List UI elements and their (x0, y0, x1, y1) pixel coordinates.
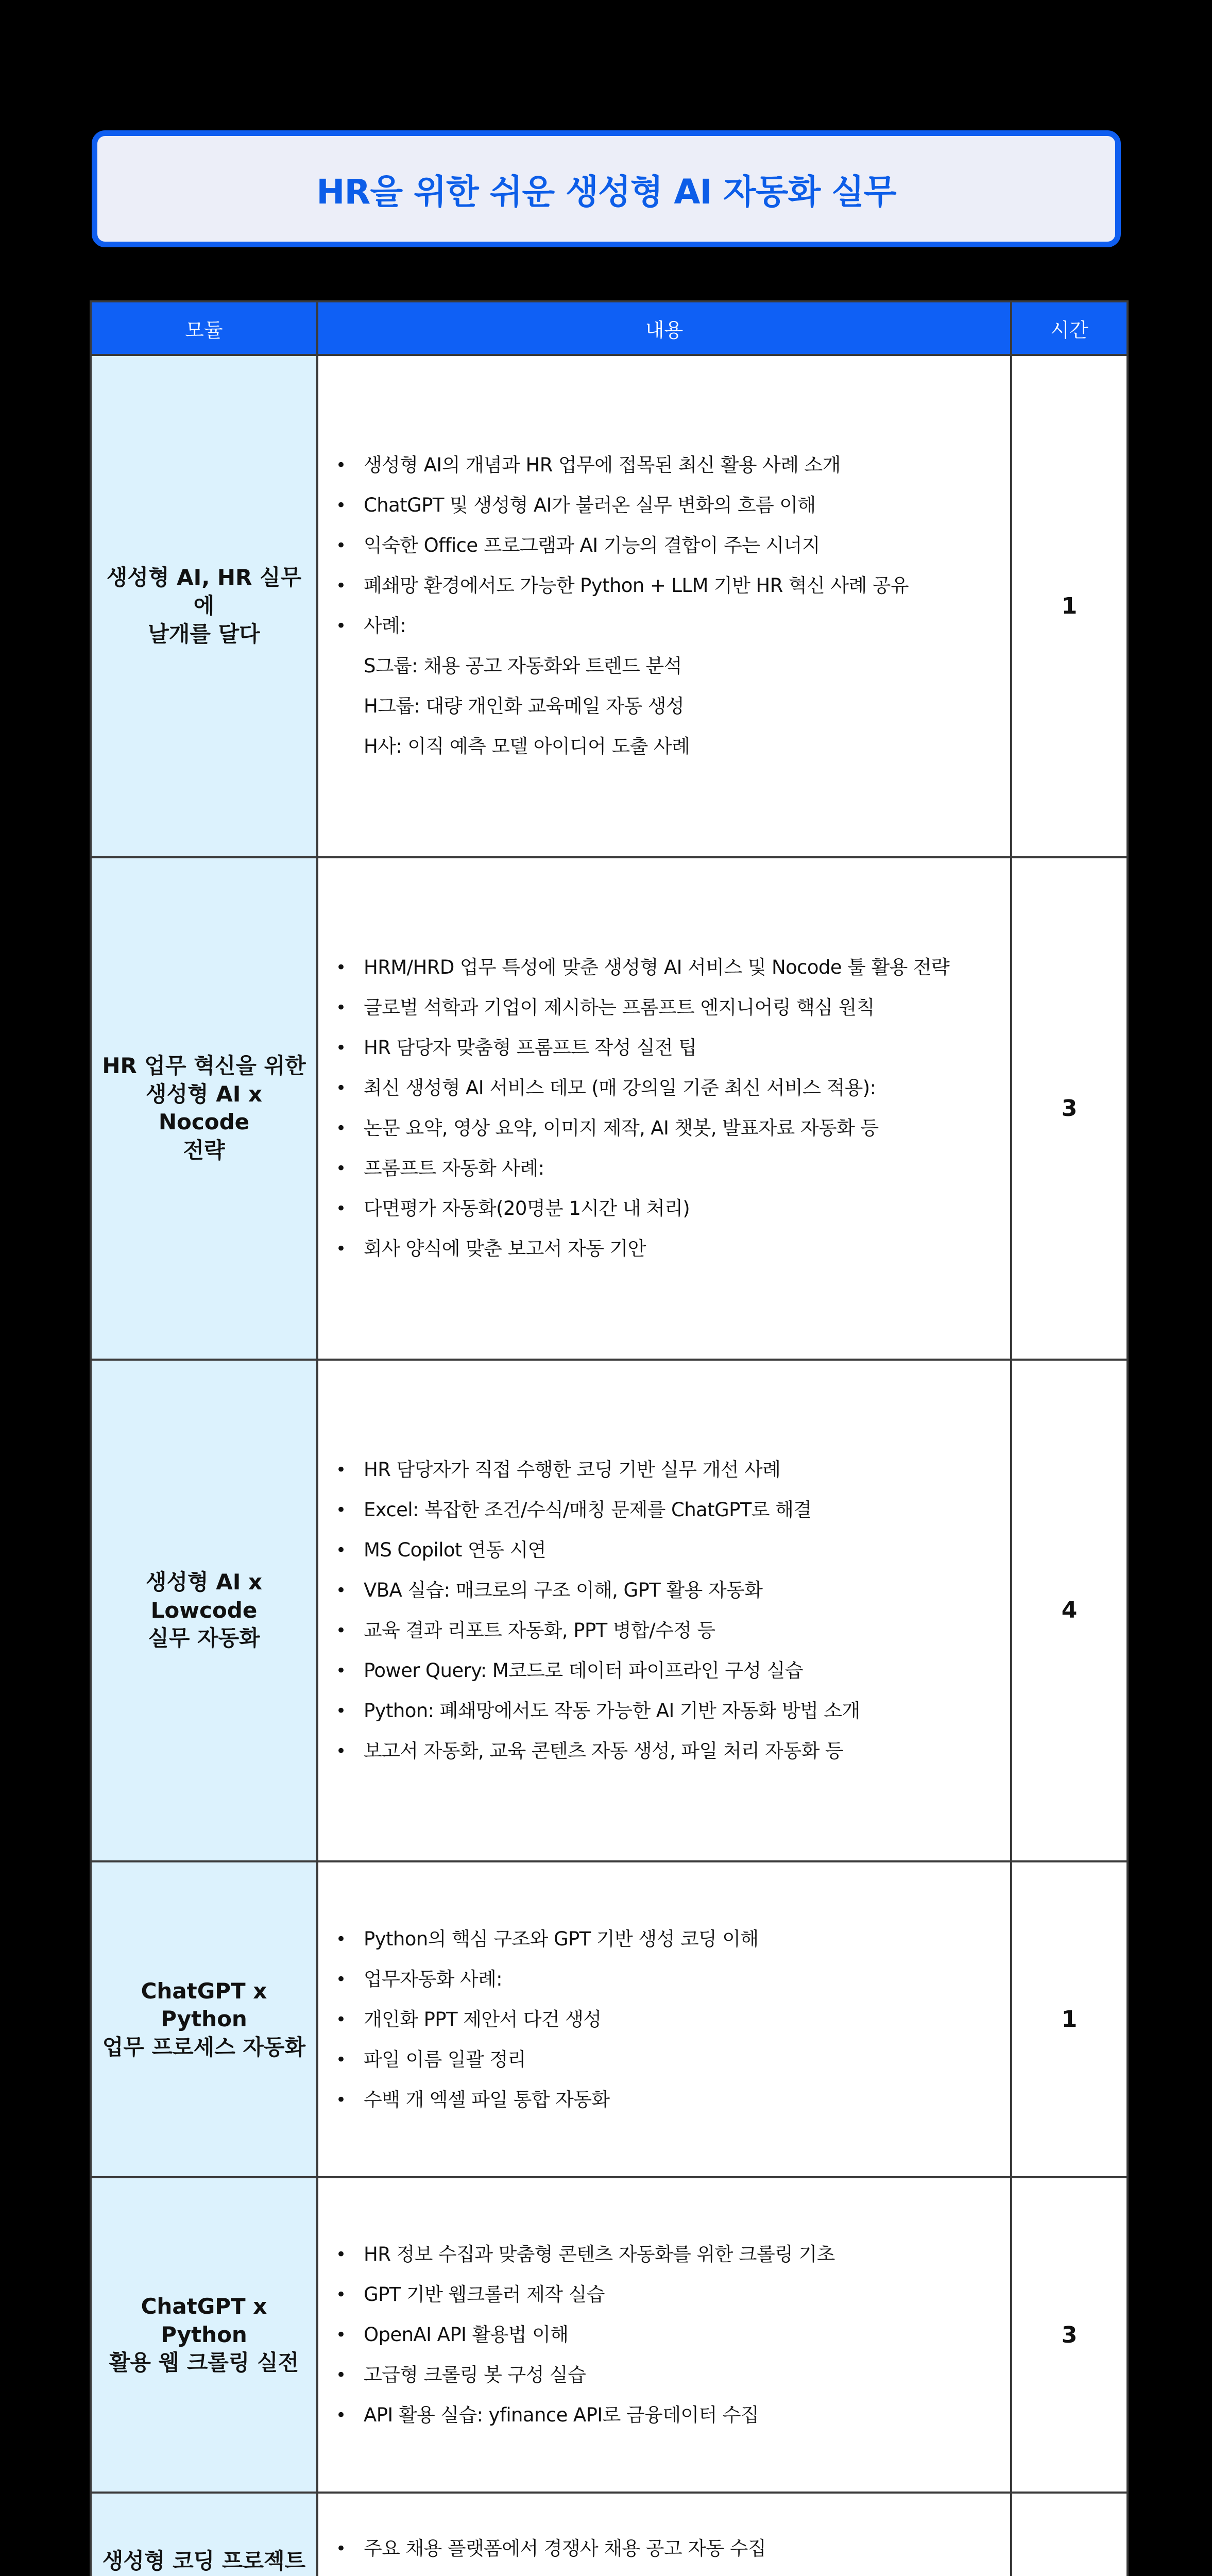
list-item (331, 2275, 995, 2315)
module-cell (91, 1861, 317, 2177)
list-item (331, 988, 995, 1028)
bullet-icon: • (336, 1499, 346, 1520)
module-name-line: 전략 (183, 1137, 225, 1163)
list-item-text: 익숙한 Office 프로그램과 AI 기능의 결합이 주는 시너지 (364, 534, 820, 557)
list-item (331, 526, 995, 566)
list-item (331, 2315, 995, 2355)
list-item-text: 생성형 AI의 개념과 HR 업무에 접목된 최신 활용 사례 소개 (364, 454, 841, 477)
content-cell (317, 355, 1011, 857)
content-cell (317, 857, 1011, 1360)
module-name-line: HR 업무 혁신을 위한 (102, 1053, 306, 1078)
list-item (331, 2529, 995, 2569)
hours-cell: 1 (1011, 355, 1128, 857)
list-item (331, 2355, 995, 2395)
list-item-text: HR 담당자 맞춤형 프롬프트 작성 실전 팁 (364, 1037, 697, 1059)
list-item-text: 보고서 자동화, 교육 콘텐츠 자동 생성, 파일 처리 자동화 등 (364, 1739, 844, 1762)
list-item (331, 606, 995, 646)
list-item (331, 1530, 995, 1570)
content-list (331, 445, 995, 767)
list-item (331, 1189, 995, 1229)
list-item (331, 947, 995, 988)
list-item (331, 485, 995, 526)
module-cell (91, 2177, 317, 2493)
module-cell (91, 1360, 317, 1862)
hours-cell: 3 (1011, 2177, 1128, 2493)
bullet-icon: • (336, 1198, 346, 1219)
list-item-text: 수백 개 엑셀 파일 통합 자동화 (364, 2088, 610, 2111)
table-row (91, 2177, 1128, 2493)
table-row (91, 1360, 1128, 1862)
list-item-text: Power Query: M코드로 데이터 파이프라인 구성 실습 (364, 1659, 803, 1682)
bullet-icon: • (336, 1539, 346, 1561)
list-item-text: Python: 폐쇄망에서도 작동 가능한 AI 기반 자동화 방법 소개 (364, 1699, 860, 1722)
bullet-icon: • (336, 2089, 346, 2110)
list-item-text: 사례: (364, 615, 406, 637)
bullet-icon: • (336, 2009, 346, 2030)
header-hours: 시간 (1011, 301, 1128, 355)
bullet-icon: • (336, 2538, 346, 2560)
module-name-line: 실무 자동화 (148, 1625, 260, 1651)
list-item-text: HR 정보 수집과 맞춤형 콘텐츠 자동화를 위한 크롤링 기초 (364, 2243, 835, 2266)
bullet-icon: • (336, 1158, 346, 1179)
bullet-icon: • (336, 616, 346, 637)
list-item (331, 1490, 995, 1530)
table-row (91, 1861, 1128, 2177)
list-item-text: GPT 기반 웹크롤러 제작 실습 (364, 2283, 605, 2306)
list-item-text: 프롬프트 자동화 사례: (364, 1157, 544, 1180)
list-item-text: H사: 이직 예측 모델 아이디어 도출 사례 (364, 735, 690, 758)
bullet-icon: • (336, 2405, 346, 2426)
header-module: 모듈 (91, 301, 317, 355)
bullet-icon: • (336, 1660, 346, 1681)
list-item (331, 1651, 995, 1691)
content-list (331, 2529, 995, 2576)
bullet-icon: • (336, 957, 346, 978)
list-item-text: 다면평가 자동화(20명분 1시간 내 처리) (364, 1197, 690, 1220)
table-row (91, 857, 1128, 1360)
module-name-line: ChatGPT x Python (141, 2294, 267, 2347)
list-item (331, 566, 995, 606)
module-name-line: 날개를 달다 (148, 621, 260, 647)
module-name-line: 활용 웹 크롤링 실전 (109, 2350, 299, 2376)
bullet-icon: • (336, 1928, 346, 1950)
content-list (331, 947, 995, 1269)
content-cell (317, 2177, 1011, 2493)
list-item (331, 1229, 995, 1269)
list-item (331, 2080, 995, 2120)
curriculum-table (90, 300, 1129, 2576)
hours-cell (1011, 2493, 1128, 2576)
bullet-icon: • (336, 1459, 346, 1480)
bullet-icon: • (336, 2244, 346, 2265)
list-item (331, 445, 995, 485)
header-content: 내용 (317, 301, 1011, 355)
list-item-text: Excel: 복잡한 조건/수식/매칭 문제를 ChatGPT로 해결 (364, 1498, 812, 1521)
list-item-text: S그룹: 채용 공고 자동화와 트렌드 분석 (364, 655, 682, 677)
bullet-icon: • (336, 2365, 346, 2386)
content-cell (317, 1861, 1011, 2177)
bullet-icon: • (336, 1620, 346, 1641)
list-item-text: ChatGPT 및 생성형 AI가 불러온 실무 변화의 흐름 이해 (364, 494, 816, 517)
module-cell (91, 2493, 317, 2576)
bullet-icon: • (336, 575, 346, 597)
hours-cell: 1 (1011, 1861, 1128, 2177)
list-item-text: 고급형 크롤링 봇 구성 실습 (364, 2364, 586, 2386)
list-item-text: 주요 채용 플랫폼에서 경쟁사 채용 공고 자동 수집 (364, 2537, 766, 2560)
list-item (331, 1959, 995, 1999)
bullet-icon: • (336, 1580, 346, 1601)
list-item-text: HR 담당자가 직접 수행한 코딩 기반 실무 개선 사례 (364, 1458, 781, 1481)
list-item (331, 2040, 995, 2080)
bullet-icon: • (336, 1038, 346, 1059)
bullet-icon: • (336, 1969, 346, 1990)
list-item (331, 1068, 995, 1108)
list-item (331, 1450, 995, 1490)
content-cell (317, 1360, 1011, 1862)
list-item (331, 1028, 995, 1068)
list-item (331, 1731, 995, 1771)
bullet-icon: • (336, 997, 346, 1019)
list-item-text: HRM/HRD 업무 특성에 맞춘 생성형 AI 서비스 및 Nocode 툴 활용 전략 (364, 956, 950, 979)
table-row (91, 2493, 1128, 2576)
bullet-icon: • (336, 2325, 346, 2346)
list-item-text: Python의 핵심 구조와 GPT 기반 생성 코딩 이해 (364, 1927, 759, 1950)
title-banner (92, 130, 1121, 247)
bullet-icon: • (336, 455, 346, 476)
list-item-text: 개인화 PPT 제안서 다건 생성 (364, 2008, 602, 2030)
table-row (91, 355, 1128, 857)
list-item (331, 1108, 995, 1148)
hours-cell: 4 (1011, 1360, 1128, 1862)
module-name-line: 업무 프로세스 자동화 (102, 2034, 306, 2060)
list-item-text: API 활용 실습: yfinance API로 금융데이터 수집 (364, 2404, 759, 2427)
list-item (331, 1570, 995, 1611)
content-list (331, 2234, 995, 2435)
bullet-icon: • (336, 1078, 346, 1099)
list-item-text: MS Copilot 연동 시연 (364, 1538, 546, 1561)
module-name-line: 생성형 AI x Lowcode (145, 1569, 263, 1623)
list-item-text: 업무자동화 사례: (364, 1968, 503, 1990)
content-list (331, 1450, 995, 1771)
bullet-icon: • (336, 535, 346, 556)
list-item-text: 교육 결과 리포트 자동화, PPT 병합/수정 등 (364, 1619, 715, 1641)
page-title: HR을 위한 쉬운 생성형 AI 자동화 실무 (316, 172, 896, 212)
list-item (331, 1999, 995, 2040)
list-item (331, 2395, 995, 2435)
list-item-text: 논문 요약, 영상 요약, 이미지 제작, AI 챗봇, 발표자료 자동화 등 (364, 1117, 879, 1140)
list-item-text: 글로벌 석학과 기업이 제시하는 프롬프트 엔지니어링 핵심 원칙 (364, 996, 875, 1019)
module-name-line: 생성형 AI, HR 실무에 (106, 565, 302, 619)
list-item (331, 1148, 995, 1189)
module-cell (91, 857, 317, 1360)
list-item-text: OpenAI API 활용법 이해 (364, 2324, 569, 2346)
content-cell (317, 2493, 1011, 2576)
table-header-row (91, 301, 1128, 355)
module-name-line: ChatGPT x Python (141, 1978, 267, 2032)
bullet-icon: • (336, 2284, 346, 2306)
list-item-text: 폐쇄망 환경에서도 가능한 Python + LLM 기반 HR 혁신 사례 공유 (364, 574, 909, 597)
bullet-icon: • (336, 1700, 346, 1721)
list-item (331, 686, 995, 726)
module-name-line: 생성형 코딩 프로젝트 (102, 2548, 306, 2573)
list-item (331, 1611, 995, 1651)
bullet-icon: • (336, 1740, 346, 1761)
list-item (331, 646, 995, 686)
list-item-text: 최신 생성형 AI 서비스 데모 (매 강의일 기준 최신 서비스 적용): (364, 1077, 876, 1099)
content-list (331, 1919, 995, 2120)
bullet-icon: • (336, 1239, 346, 1260)
list-item-text: H그룹: 대량 개인화 교육메일 자동 생성 (364, 695, 685, 718)
module-cell (91, 355, 317, 857)
list-item-text: 파일 이름 일괄 정리 (364, 2048, 526, 2071)
list-item (331, 726, 995, 767)
hours-cell: 3 (1011, 857, 1128, 1360)
list-item (331, 1691, 995, 1731)
bullet-icon: • (336, 2049, 346, 2070)
bullet-icon: • (336, 1118, 346, 1139)
bullet-icon (336, 2569, 346, 2576)
list-item-text: VBA 실습: 매크로의 구조 이해, GPT 활용 자동화 (364, 1579, 763, 1601)
list-item-text: 회사 양식에 맞춘 보고서 자동 기안 (364, 1238, 646, 1260)
list-item (331, 1919, 995, 1959)
list-item (331, 2569, 995, 2576)
list-item (331, 2234, 995, 2275)
bullet-icon: • (336, 495, 346, 516)
module-name-line: 생성형 AI x Nocode (145, 1081, 263, 1135)
